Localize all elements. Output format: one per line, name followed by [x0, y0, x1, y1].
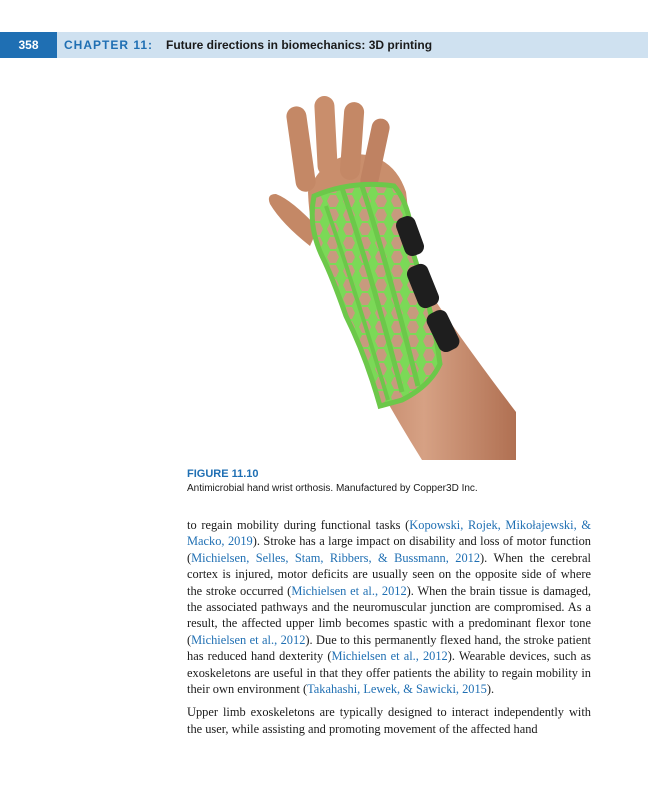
chapter-label: CHAPTER 11: — [64, 38, 154, 52]
paragraph-text: ). When the brain tissue is damaged, the associated pathways and the neuromuscular junction are compromised. As a result, the affected upper limb becomes spastic with a predominant flexor tone ( — [187, 583, 591, 647]
running-header — [0, 32, 648, 58]
page-number: 358 — [0, 32, 57, 58]
paragraph-text: ). When the cerebral cortex is injured, motor deficits are usually seen on the opposite side of where the stroke occurred ( — [187, 550, 592, 598]
orthosis-photo — [262, 96, 516, 460]
paragraph — [187, 704, 591, 737]
paragraph-text: ). Wearable devices, such as exoskeletons are useful in that they offer patients the ability to regain mobility in their own environment ( — [187, 649, 592, 697]
citation-link[interactable]: Michielsen et al., 2012 — [331, 649, 448, 664]
paragraph-text: Upper limb exoskeletons are typically designed to interact independently with the user, while assisting and promoting movement of the affected hand — [187, 705, 591, 736]
body-text — [187, 517, 591, 737]
citation-link[interactable]: Michielsen et al., 2012 — [191, 632, 306, 647]
paragraph — [187, 517, 591, 697]
paragraph-text: to regain mobility during functional tasks ( — [187, 518, 410, 532]
paragraph-text: ). — [486, 682, 495, 697]
figure-caption: Antimicrobial hand wrist orthosis. Manufactured by Copper3D Inc. — [187, 483, 478, 494]
paragraph-text: ). Due to this permanently flexed hand, the stroke patient has reduced hand dexterity ( — [187, 632, 591, 664]
citation-link[interactable]: Michielsen et al., 2012 — [291, 583, 407, 598]
citation-link[interactable]: Michielsen, Selles, Stam, Ribbers, & Bussmann, 2012 — [191, 550, 481, 565]
citation-link[interactable]: Takahashi, Lewek, & Sawicki, 2015 — [307, 682, 487, 697]
chapter-title: Future directions in biomechanics: 3D printing — [166, 38, 433, 52]
figure-label: FIGURE 11.10 — [187, 468, 259, 480]
citation-link[interactable]: Kopowski, Rojek, Mikołajewski, & Macko, 2019 — [187, 518, 592, 549]
paragraph-text: ). Stroke has a large impact on disability and loss of motor function ( — [187, 534, 591, 565]
